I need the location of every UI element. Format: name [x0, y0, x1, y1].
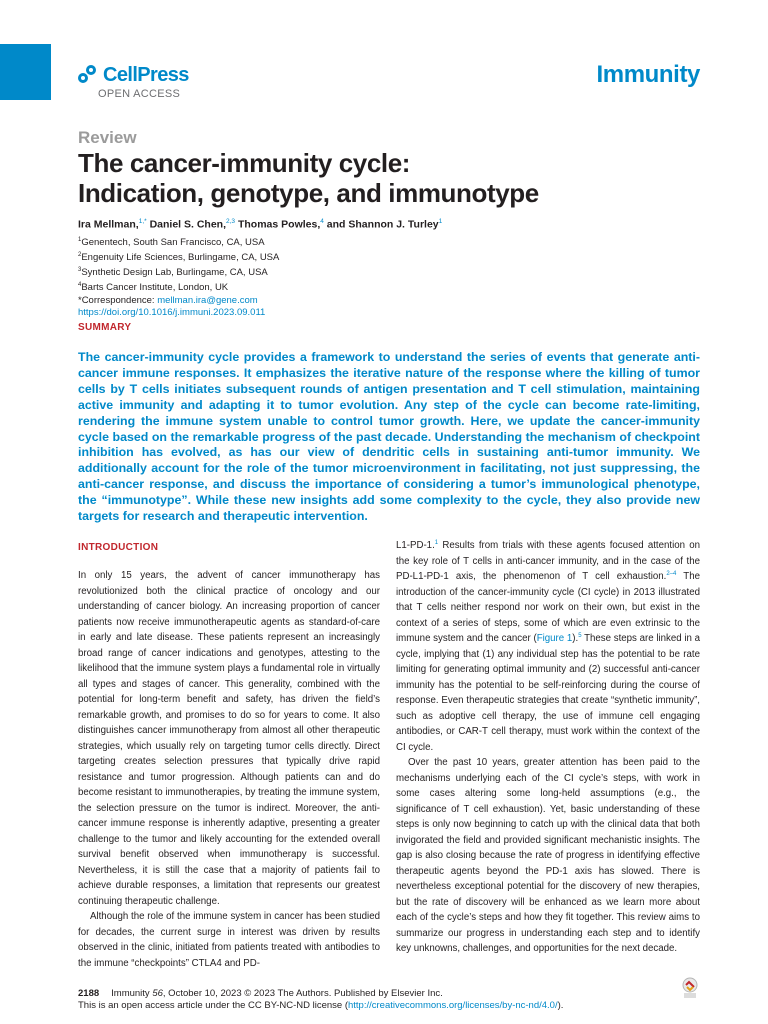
corner-tab — [0, 44, 51, 100]
license-line: This is an open access article under the CC BY-NC-ND license (http://creativecommons.org/licenses/by-nc-nd/4.0/). — [78, 1000, 564, 1011]
title-line-1: The cancer-immunity cycle: — [78, 148, 411, 178]
email-link[interactable]: mellman.ira@gene.com — [157, 294, 258, 306]
author-affil-marker[interactable]: 2,3 — [226, 218, 236, 225]
author-affil-marker[interactable]: 1,* — [138, 218, 147, 225]
author-affil-marker[interactable]: 4 — [320, 218, 324, 225]
author-affil-marker[interactable]: 1 — [438, 218, 443, 225]
article-type: Review — [78, 128, 137, 147]
cellpress-logo[interactable] — [78, 64, 189, 100]
reference-link[interactable]: 1 — [434, 539, 439, 546]
author-list — [78, 218, 442, 231]
article-title — [78, 148, 698, 208]
reference-link[interactable]: 2–4 — [666, 570, 677, 577]
affiliation-item: $^1$Genentech, South San Francisco, CA, USA — [78, 237, 265, 249]
author-name: Daniel S. Chen, — [146, 218, 227, 231]
paragraph: In only 15 years, the advent of cancer immunotherapy has revolutionized both the clinical practice of oncology and our understanding of cancer biology. An increasing proportion of cancer patients now receive immunotherapeutic agents as standard-of-care in early and late disease. These patients represent an increasingly broad range of cancer indications and genotypes, attesting to the likelihood that the immune system plays a fundamental role in virtually all types and stages of cancer. This generality, combined with the potential for long-term benefit and safety, has driven the field’s remarkable growth, and promises to do so for years to come. It also distinguishes cancer immunotherapy from almost all other therapeutic strategies, which usually rely on targeting tumor cells directly. Direct targeting creates selection pressures that typically drive rapid resistance and tumor progression. Although patients can and do become resistant to immunotherapies, by treating the immune system, the selection pressure on the tumor is indirect. Moreover, the anti-cancer immune response is inherently adaptive, presenting a greater challenge to the tumor and likely accounting for the extended overall survival benefit observed when immunotherapy is successful. Nevertheless, it is still the case that a majority of patients fail to achieve durable responses, a limitation that represents our greatest continuing therapeutic challenge. — [78, 570, 380, 907]
affiliation-item: $^4$Barts Cancer Institute, London, UK — [78, 282, 229, 294]
title-line-2: Indication, genotype, and immunotype — [78, 178, 539, 208]
right-column — [396, 538, 700, 957]
author-name: and Shannon J. Turley — [323, 218, 439, 231]
license-link[interactable]: http://creativecommons.org/licenses/by-nc-nd/4.0/ — [347, 1000, 558, 1011]
cellpress-logo-icon — [78, 65, 100, 87]
citation-line: 2188 Immunity 56, October 10, 2023 © 2023 The Authors. Published by Elsevier Inc. — [78, 988, 443, 999]
author-name: Ira Mellman, — [78, 218, 139, 231]
page-number: 2188 — [78, 988, 100, 999]
summary-text: The cancer-immunity cycle provides a framework to understand the series of events that generate anti-cancer immune responses. It emphasizes the iterative nature of the response where the killing of tumor cells by T cells initiates subsequent rounds of antigen presentation and T cell stimulation, maintaining active immunity and adapting it to tumor evolution. Any step of the cycle can become rate-limiting, rendering the immune system unable to control tumor growth. Here, we update the cancer-immunity cycle based on the remarkable progress of the past decade. Understanding the mechanism of checkpoint inhibition has evolved, as has our view of dendritic cells in sustaining anti-tumor immunity. We additionally account for the role of the tumor microenvironment in facilitating, not just suppressing, the anti-cancer response, and discuss the importance of considering a tumor’s immunological phenotype, the “immunotype”. While these new insights add some complexity to the cycle, they also provide new targets for research and therapeutic intervention. — [78, 350, 700, 524]
open-access-label: OPEN ACCESS — [98, 88, 181, 100]
figure-link[interactable]: Figure 1 — [536, 633, 573, 644]
summary-heading: SUMMARY — [78, 322, 132, 333]
affiliations — [78, 234, 279, 319]
correspondence: *Correspondence: mellman.ira@gene.com — [78, 294, 258, 306]
journal-name: Immunity — [596, 61, 700, 88]
introduction-heading: INTRODUCTION — [78, 542, 159, 553]
left-column — [78, 568, 380, 971]
author-name: Thomas Powles, — [235, 218, 321, 231]
reference-link[interactable]: 5 — [578, 632, 582, 639]
paragraph: Although the role of the immune system in cancer has been studied for decades, the current surge in interest was driven by results observed in the clinic, initiated from patients treated with antibodies to the immune “checkpoints” CTLA4 and PD- — [78, 911, 380, 969]
affiliation-item: $^2$Engenuity Life Sciences, Burlingame, CA, USA — [78, 252, 280, 264]
publisher-name: CellPress — [103, 64, 189, 86]
doi-link[interactable]: https://doi.org/10.1016/j.immuni.2023.09.011 — [78, 306, 266, 318]
page-footer — [78, 988, 563, 1012]
check-for-updates-icon[interactable] — [680, 977, 700, 999]
paragraph: L1-PD-1.$^1$ Results from trials with these agents focused attention on the key role of T cells in anti-cancer immunity, and in the case of the PD-L1-PD-1 axis, the phenomenon of T cell exhaustion.$^{2-4}$ The introduction of the cancer-immunity cycle (CI cycle) in 2013 illustrated that T cells neither respond nor work on their own, but exist in the context of a series of steps, some of which are even extrinsic to the immune system and the cancer (Figure 1).$^5$ These steps are linked in a cycle, implying that (1) any individual step has the potential to be rate limiting for generating optimal immunity and (2) successful anti-cancer immunity has the potential to be self-reinforcing during the course of response. Even therapeutic strategies that create “synthetic immunity”, such as adoptive cell therapy, the use of immune cell engaging antibodies, or CAR-T cell therapy, must work within the context of the CI cycle. — [396, 539, 701, 753]
affiliation-item: $^3$Synthetic Design Lab, Burlingame, CA, USA — [78, 267, 268, 279]
paragraph: Over the past 10 years, greater attention has been paid to the mechanisms underlying each of the CI cycle’s steps, with work in some cases altering some long-held assumptions (e.g., the significance of T cell exhaustion). Yet, basic understanding of these steps is only now beginning to catch up with the clinical data that both invigorated the field and provided significant mechanistic insights. The gap is also closing because the rate of progress in identifying effective therapeutic agents beyond the PD-1 axis has slowed. There is nevertheless exceptional potential for the discovery of new therapies, but the rate of discovery will be enhanced as we learn more about each of the cycle’s steps and how they fit together. This review aims to summarize our progress in understanding each step and to identify key unknowns, challenges, and opportunities for the next decade. — [396, 757, 700, 954]
